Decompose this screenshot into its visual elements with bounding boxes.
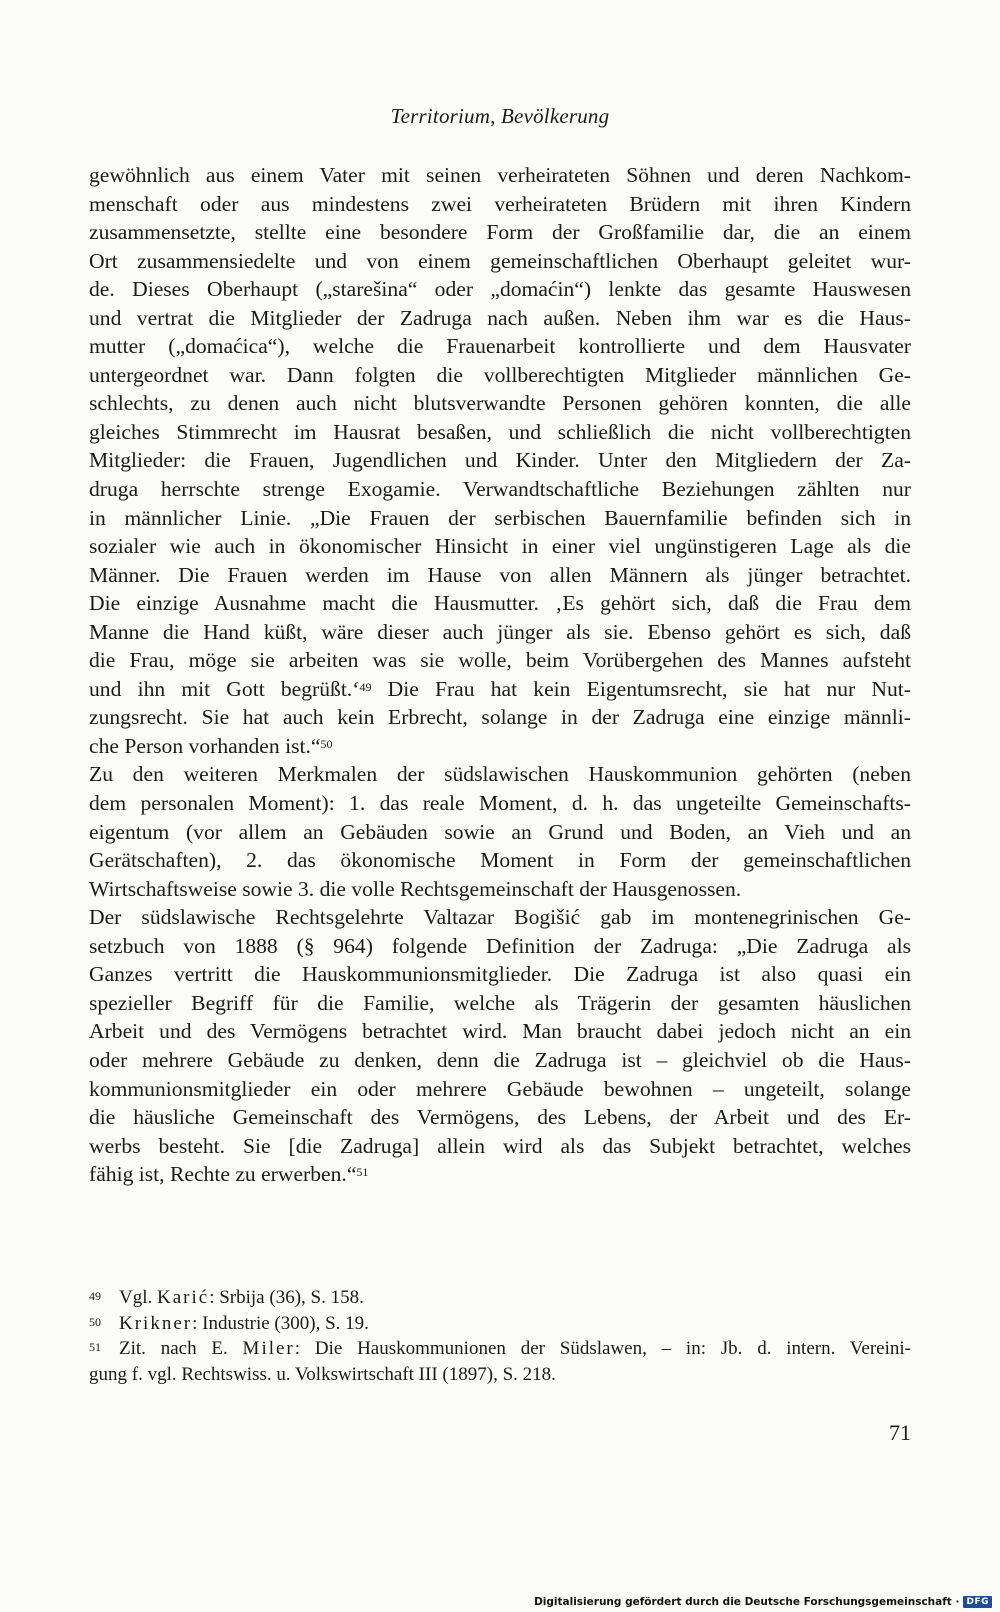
text-line: untergeordnet war. Dann folgten die vollberechtigten Mitglieder männlichen Ge-: [89, 362, 911, 387]
text-line: Zu den weiteren Merkmalen der südslawischen Hauskommunion gehörten (neben: [89, 762, 911, 787]
footnote-51-continued: gung f. vgl. Rechtswiss. u. Volkswirtschaft III (1897), S. 218.: [89, 1363, 556, 1385]
text-line: [89, 1160, 911, 1189]
footnote-51: [89, 1336, 911, 1362]
footnote-number: 49: [89, 1289, 101, 1303]
footnote-text: : Die Hauskommunionen der Südslawen, – in: Jb. d. intern. Vereini-: [294, 1338, 911, 1359]
footnote-text: : Srbija (36), S. 158.: [209, 1287, 364, 1308]
text-line: kommunionsmitglieder ein oder mehrere Gebäude bewohnen – ungeteilt, solange: [89, 1076, 911, 1101]
text-line: und vertrat die Mitglieder der Zadruga nach außen. Neben ihm war es die Haus-: [89, 305, 911, 330]
text-line: eigentum (vor allem an Gebäuden sowie an Grund und Boden, an Vieh und an: [89, 819, 911, 844]
text-line: Arbeit und des Vermögens betrachtet wird. Man braucht dabei jedoch nicht an ein: [89, 1019, 911, 1044]
text-line: mutter („domaćica“), welche die Frauenarbeit kontrollierte und dem Hausvater: [89, 334, 911, 359]
text-line: Männer. Die Frauen werden im Hause von allen Männern als jünger betrachtet.: [89, 562, 911, 587]
page-number: 71: [889, 1420, 911, 1445]
text-line: Der südslawische Rechtsgelehrte Valtazar Bogišić gab im montenegrinischen Ge-: [89, 905, 911, 930]
text-line: gleiches Stimmrecht im Hausrat besaßen, und schließlich die nicht vollberechtigten: [89, 419, 911, 444]
text-segment: fähig ist, Rechte zu erwerben.“: [89, 1162, 357, 1187]
text-line: schlechts, zu denen auch nicht blutsverwandte Personen gehören konnten, die alle: [89, 391, 911, 416]
footnote-50: [89, 1311, 911, 1337]
text-line: Wirtschaftsweise sowie 3. die volle Rechtsgemeinschaft der Hausgenossen.: [89, 876, 742, 901]
text-line: dem personalen Moment): 1. das reale Moment, d. h. das ungeteilte Gemeinschafts-: [89, 791, 911, 816]
text-line: zusammensetzte, stellte eine besondere Form der Großfamilie dar, die an einem: [89, 220, 911, 245]
digitization-credit: [534, 1596, 992, 1608]
text-line: sozialer wie auch in ökonomischer Hinsicht in einer viel ungünstigeren Lage als die: [89, 534, 911, 559]
text-segment: Die Frau hat kein Eigentumsrecht, sie hat nur Nut-: [371, 676, 911, 701]
text-line: [89, 732, 911, 761]
footnote-author: Karić: [157, 1287, 210, 1308]
footnote-number: 50: [89, 1314, 101, 1329]
footnote-ref-51[interactable]: 51: [356, 1165, 369, 1180]
text-line: druga herrschte strenge Exogamie. Verwandtschaftliche Beziehungen zählten nur: [89, 477, 911, 502]
dfg-logo-icon[interactable]: DFG: [963, 1596, 992, 1608]
text-line: gewöhnlich aus einem Vater mit seinen verheirateten Söhnen und deren Nachkom-: [89, 163, 911, 187]
footnote-49: [89, 1285, 911, 1311]
footnote-ref-50[interactable]: 50: [320, 736, 333, 751]
body-text: [89, 161, 911, 1189]
footnote-ref-49[interactable]: 49: [359, 679, 372, 694]
text-line: de. Dieses Oberhaupt („starešina“ oder „domaćin“) lenkte das gesamte Hauswesen: [89, 277, 911, 302]
text-line: Gerätschaften), 2. das ökonomische Moment in Form der gemeinschaftlichen: [89, 848, 911, 873]
text-line: werbs besteht. Sie [die Zadruga] allein wird als das Subjekt betrachtet, welches: [89, 1133, 911, 1158]
text-line: in männlicher Linie. „Die Frauen der serbischen Bauernfamilie befinden sich in: [89, 505, 911, 530]
text-line: setzbuch von 1888 (§ 964) folgende Definition der Zadruga: „Die Zadruga als: [89, 933, 911, 958]
footnotes: [89, 1285, 911, 1387]
running-header: Territorium, Bevölkerung: [390, 104, 610, 128]
credit-text: Digitalisierung gefördert durch die Deutsche Forschungsgemeinschaft ·: [534, 1596, 960, 1608]
text-segment: che Person vorhanden ist.“: [89, 733, 321, 758]
text-line: Ort zusammensiedelte und von einem gemeinschaftlichen Oberhaupt geleitet wur-: [89, 248, 911, 273]
footnote-text: : Industrie (300), S. 19.: [192, 1312, 369, 1334]
text-line: Mitglieder: die Frauen, Jugendlichen und Kinder. Unter den Mitgliedern der Za-: [89, 448, 911, 473]
text-line: [89, 675, 911, 704]
footnote-text: Vgl.: [119, 1287, 157, 1308]
text-line: die Frau, möge sie arbeiten was sie wolle, beim Vorübergehen des Mannes aufsteht: [89, 648, 911, 673]
text-line: die häusliche Gemeinschaft des Vermögens, des Lebens, der Arbeit und des Er-: [89, 1105, 911, 1130]
text-segment: und ihn mit Gott begrüßt.‘: [89, 676, 360, 701]
text-line: Ganzes vertritt die Hauskommunionsmitglieder. Die Zadruga ist also quasi ein: [89, 962, 911, 987]
text-line: spezieller Begriff für die Familie, welche als Trägerin der gesamten häuslichen: [89, 990, 911, 1015]
footnote-text: Zit. nach E.: [119, 1338, 243, 1359]
footnote-author: Miler: [242, 1338, 295, 1359]
text-line: Die einzige Ausnahme macht die Hausmutter. ‚Es gehört sich, daß die Frau dem: [89, 591, 911, 616]
footnote-author: Krikner: [119, 1312, 193, 1334]
text-line: oder mehrere Gebäude zu denken, denn die Zadruga ist – gleichviel ob die Haus-: [89, 1047, 911, 1072]
footnote-number: 51: [89, 1340, 101, 1354]
text-line: Manne die Hand küßt, wäre dieser auch jünger als sie. Ebenso gehört es sich, daß: [89, 619, 911, 644]
text-line: zungsrecht. Sie hat auch kein Erbrecht, solange in der Zadruga eine einzige männli-: [89, 705, 911, 730]
text-line: menschaft oder aus mindestens zwei verheirateten Brüdern mit ihren Kindern: [89, 191, 911, 216]
